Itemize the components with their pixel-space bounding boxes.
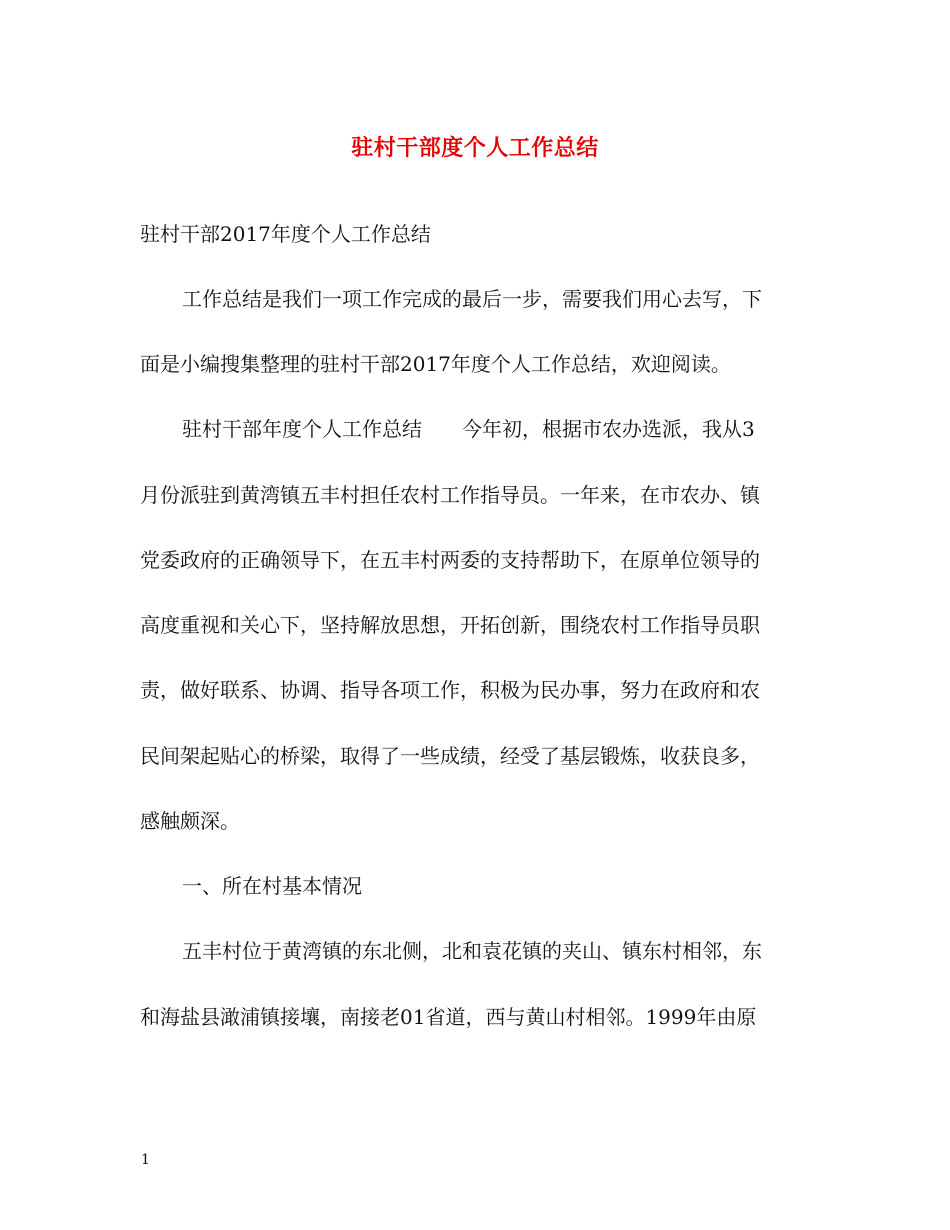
paragraph-line-3: 驻村干部年度个人工作总结 今年初，根据市农办选派，我从3 [182, 417, 755, 441]
paragraph-line-6: 高度重视和关心下，坚持解放思想，开拓创新，围绕农村工作指导员职 [140, 613, 760, 637]
paragraph-line-12: 和海盐县澉浦镇接壤，南接老01省道，西与黄山村相邻。1999年由原 [140, 1005, 757, 1029]
page-number: 1 [141, 1152, 150, 1168]
paragraph-line-7: 责，做好联系、协调、指导各项工作，积极为民办事，努力在政府和农 [140, 678, 760, 702]
paragraph-line-2: 面是小编搜集整理的驻村干部2017年度个人工作总结，欢迎阅读。 [140, 352, 731, 376]
paragraph-line-9: 感触颇深。 [140, 809, 240, 833]
document-title: 驻村干部度个人工作总结 [351, 135, 599, 161]
section-heading: 一、所在村基本情况 [182, 874, 362, 898]
paragraph-line-8: 民间架起贴心的桥梁，取得了一些成绩，经受了基层锻炼，收获良多， [140, 744, 760, 768]
paragraph-line-5: 党委政府的正确领导下，在五丰村两委的支持帮助下，在原单位领导的 [140, 548, 760, 572]
document-subtitle: 驻村干部2017年度个人工作总结 [140, 222, 431, 246]
paragraph-line-11: 五丰村位于黄湾镇的东北侧，北和袁花镇的夹山、镇东村相邻，东 [182, 939, 762, 963]
paragraph-line-4: 月份派驻到黄湾镇五丰村担任农村工作指导员。一年来，在市农办、镇 [140, 483, 760, 507]
paragraph-line-1: 工作总结是我们一项工作完成的最后一步，需要我们用心去写，下 [182, 287, 762, 311]
